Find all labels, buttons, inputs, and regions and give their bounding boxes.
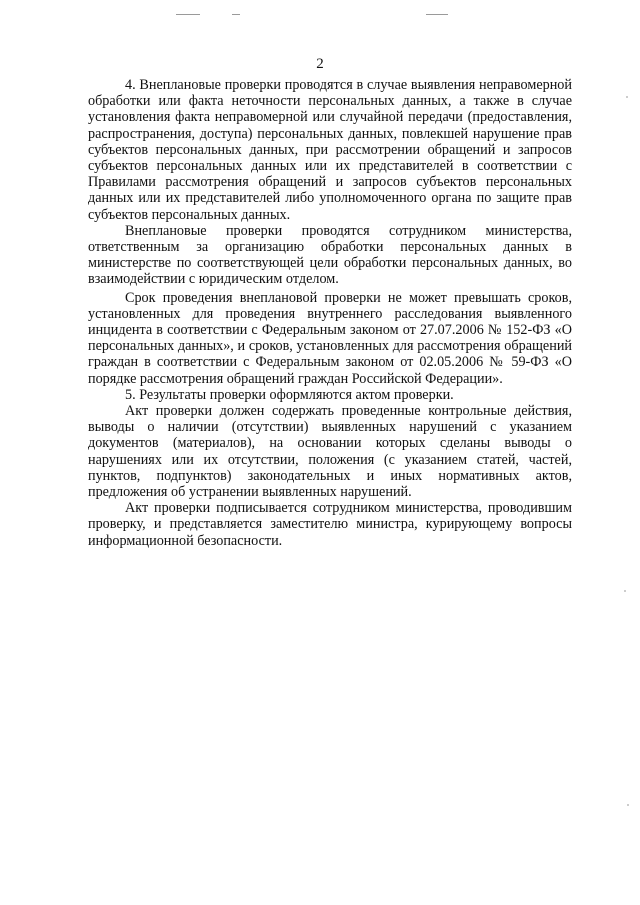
scan-mark: [232, 14, 240, 15]
scan-header-marks: [0, 14, 640, 20]
scan-speck: [627, 804, 629, 806]
paragraph-checks-performer: Внеплановые проверки проводятся сотрудником министерства, ответственным за организацию обработки персональных данных в министерстве по соответствующей цели обработки персональных данных, во взаимодействии с юридическим отделом.: [88, 222, 572, 288]
scan-speck: [626, 96, 628, 98]
paragraph-check-deadline: Срок проведения внеплановой проверки не может превышать сроков, установленных для проведения внутреннего расследования выявленного инцидента в соответствии с Федеральным законом от 27.07.2006 № 152-ФЗ «О персональных данных», и сроков, установленных для рассмотрения обращений граждан в соответствии с Федеральным законом от 02.05.2006 № 59-ФЗ «О порядке рассмотрения обращений граждан Российской Федерации».: [88, 289, 572, 387]
document-body: [88, 77, 572, 549]
paragraph-check-results: 5. Результаты проверки оформляются актом проверки.: [125, 386, 454, 403]
paragraph-act-signing: Акт проверки подписывается сотрудником министерства, проводившим проверку, и представляется заместителю министра, курирующему вопросы информационной безопасности.: [88, 500, 572, 549]
paragraph-act-contents: Акт проверки должен содержать проведенные контрольные действия, выводы о наличии (отсутствии) выявленных нарушений с указанием документов (материалов), на основании которых сделаны выводы о нарушениях или их отсутствии, положения (с указанием статей, частей, пунктов, подпунктов) законодательных и иных нормативных актов, предложения об устранении выявленных нарушений.: [88, 403, 572, 501]
scan-mark: [426, 14, 448, 15]
paragraph-unscheduled-checks: 4. Внеплановые проверки проводятся в случае выявления неправомерной обработки или факта неточности персональных данных, а также в случае установления факта неправомерной или случайной передачи (предоставления, распространения, доступа) персональных данных, повлекшей нарушение прав субъектов персональных данных, при рассмотрении обращений и запросов субъектов персональных данных или их представителей в соответствии с Правилами рассмотрения обращений и запросов субъектов персональных данных или их представителей либо уполномоченного органа по защите прав субъектов персональных данных.: [88, 77, 572, 223]
page-number: 2: [316, 56, 324, 72]
scan-speck: [624, 590, 626, 592]
scan-mark: [176, 14, 200, 15]
